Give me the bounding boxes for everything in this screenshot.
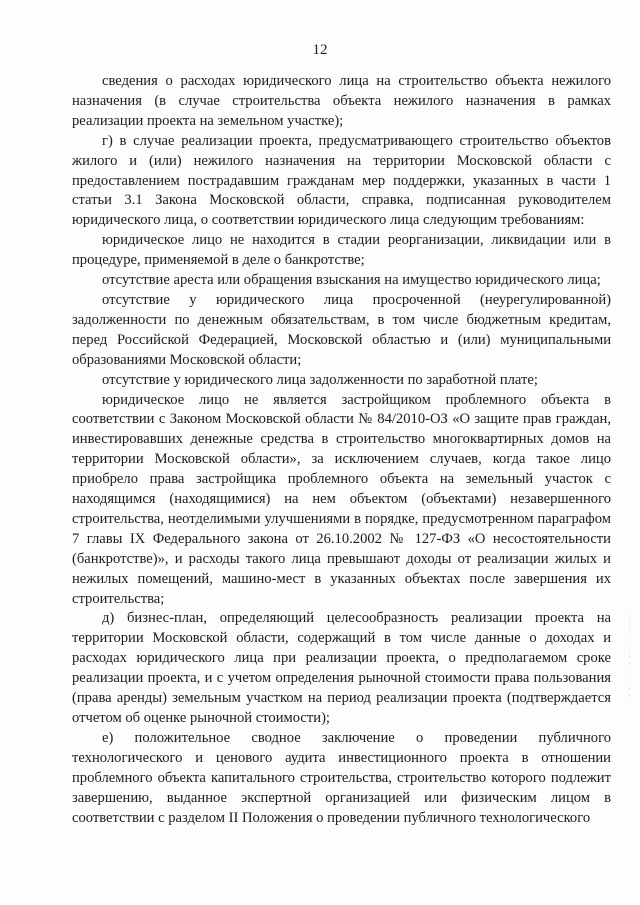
paragraph-item-d-business-plan: д) бизнес-план, определяющий целесообразность реализации проекта на территории Московской области, содержащий в том числе данные о доходах и расходах юридического лица при реализации проекта, о предполагаемом сроке реализации проекта, и с учетом определения рыночной стоимости права пользования (права аренды) земельным участком на период реализации проекта (подтверждается отчетом об оценке рыночной стоимости); (72, 610, 611, 726)
document-body (72, 72, 611, 828)
paragraph-item-g: г) в случае реализации проекта, предусматривающего строительство объектов жилого и (или) нежилого назначения на территории Московской области с предоставлением пострадавшим гражданам мер поддержки, указанных в части 1 статьи 3.1 Закона Московской области, справка, подписанная руководителем юридического лица, о соответствии юридического лица следующим требованиям: (72, 132, 611, 229)
paragraph-no-wage-debt: отсутствие у юридического лица задолженности по заработной плате; (102, 371, 538, 388)
page-number: 12 (312, 42, 328, 58)
paragraph-no-arrest: отсутствие ареста или обращения взыскания на имущество юридического лица; (102, 272, 601, 289)
paragraph-not-reorganizing: юридическое лицо не находится в стадии реорганизации, ликвидации или в процедуре, применяемой в деле о банкротстве; (72, 232, 611, 269)
paragraph-item-e-audit-conclusion: е) положительное сводное заключение о проведении публичного технологического и ценового аудита инвестиционного проекта в отношении проблемного объекта капитального строительства, строительство которого подлежит завершению, выданное экспертной организацией или физическим лицом в соответствии с разделом II Положения о проведении публичного технологического (72, 729, 611, 826)
paragraph-not-problem-developer: юридическое лицо не является застройщиком проблемного объекта в соответствии с Законом Московской области № 84/2010-ОЗ «О защите прав граждан, инвестировавших денежные средства в строительство многоквартирных домов на территории Московской области», за исключением случаев, когда такое лицо приобрело права застройщика проблемного объекта на земельный участок с находящимся (находящимися) на нем объектом (объектами) незавершенного строительства, неотделимыми улучшениями в порядке, предусмотренном параграфом 7 главы IX Федерального закона от 26.10.2002 № 127-ФЗ «О несостоятельности (банкротстве)», и расходы такого лица превышают доходы от реализации жилых и нежилых помещений, машино-мест в указанных объектах после завершения их строительства; (72, 391, 611, 607)
margin-stamp-mark: · · · · · · · · · · · · · · · (625, 610, 633, 704)
paragraph-no-overdue-debt: отсутствие у юридического лица просроченной (неурегулированной) задолженности по денежным обязательствам, в том числе бюджетным кредитам, перед Российской Федерацией, Московской областью и (или) муниципальными образованиями Московской области; (72, 291, 611, 368)
paragraph-expense-info: сведения о расходах юридического лица на строительство объекта нежилого назначения (в случае строительства объекта нежилого назначения в рамках реализации проекта на земельном участке); (72, 73, 611, 129)
